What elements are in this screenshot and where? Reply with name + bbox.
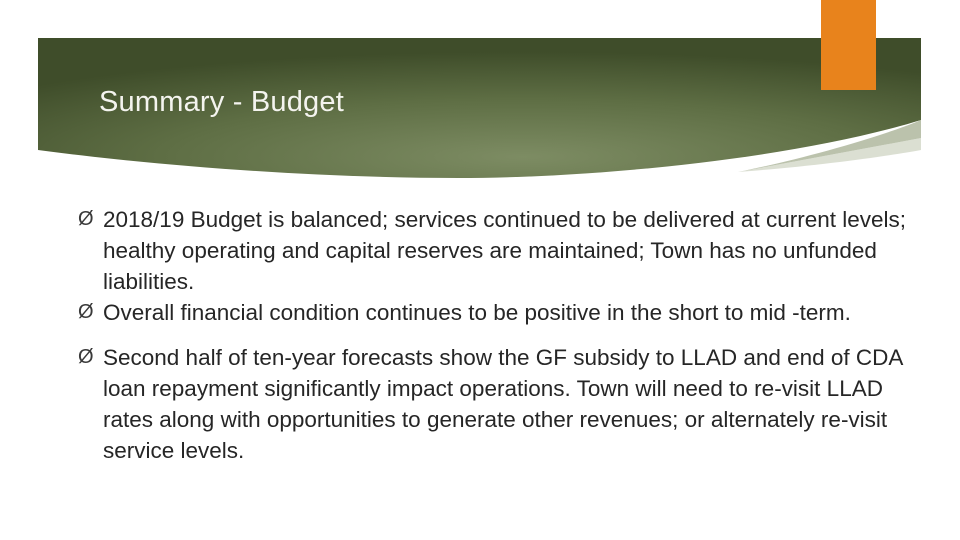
arrowhead-bullet-icon: Ø <box>78 301 94 323</box>
list-item <box>78 204 908 297</box>
list-item <box>78 297 908 328</box>
bullet-text: Overall financial condition continues to be positive in the short to mid -term. <box>103 300 851 325</box>
list-item <box>78 342 908 466</box>
bullet-text: Second half of ten-year forecasts show the GF subsidy to LLAD and end of CDA loan repayment significantly impact operations. Town will need to re-visit LLAD rates along with opportunities to generate other revenues; or alternately re-visit service levels. <box>103 345 903 463</box>
bullet-text: 2018/19 Budget is balanced; services continued to be delivered at current levels; healthy operating and capital reserves are maintained; Town has no unfunded liabilities. <box>103 207 907 294</box>
arrowhead-bullet-icon: Ø <box>78 208 94 230</box>
slide-title: Summary - Budget <box>99 86 344 118</box>
accent-tab <box>821 0 876 90</box>
bullet-list <box>78 204 908 466</box>
arrowhead-bullet-icon: Ø <box>78 346 94 368</box>
